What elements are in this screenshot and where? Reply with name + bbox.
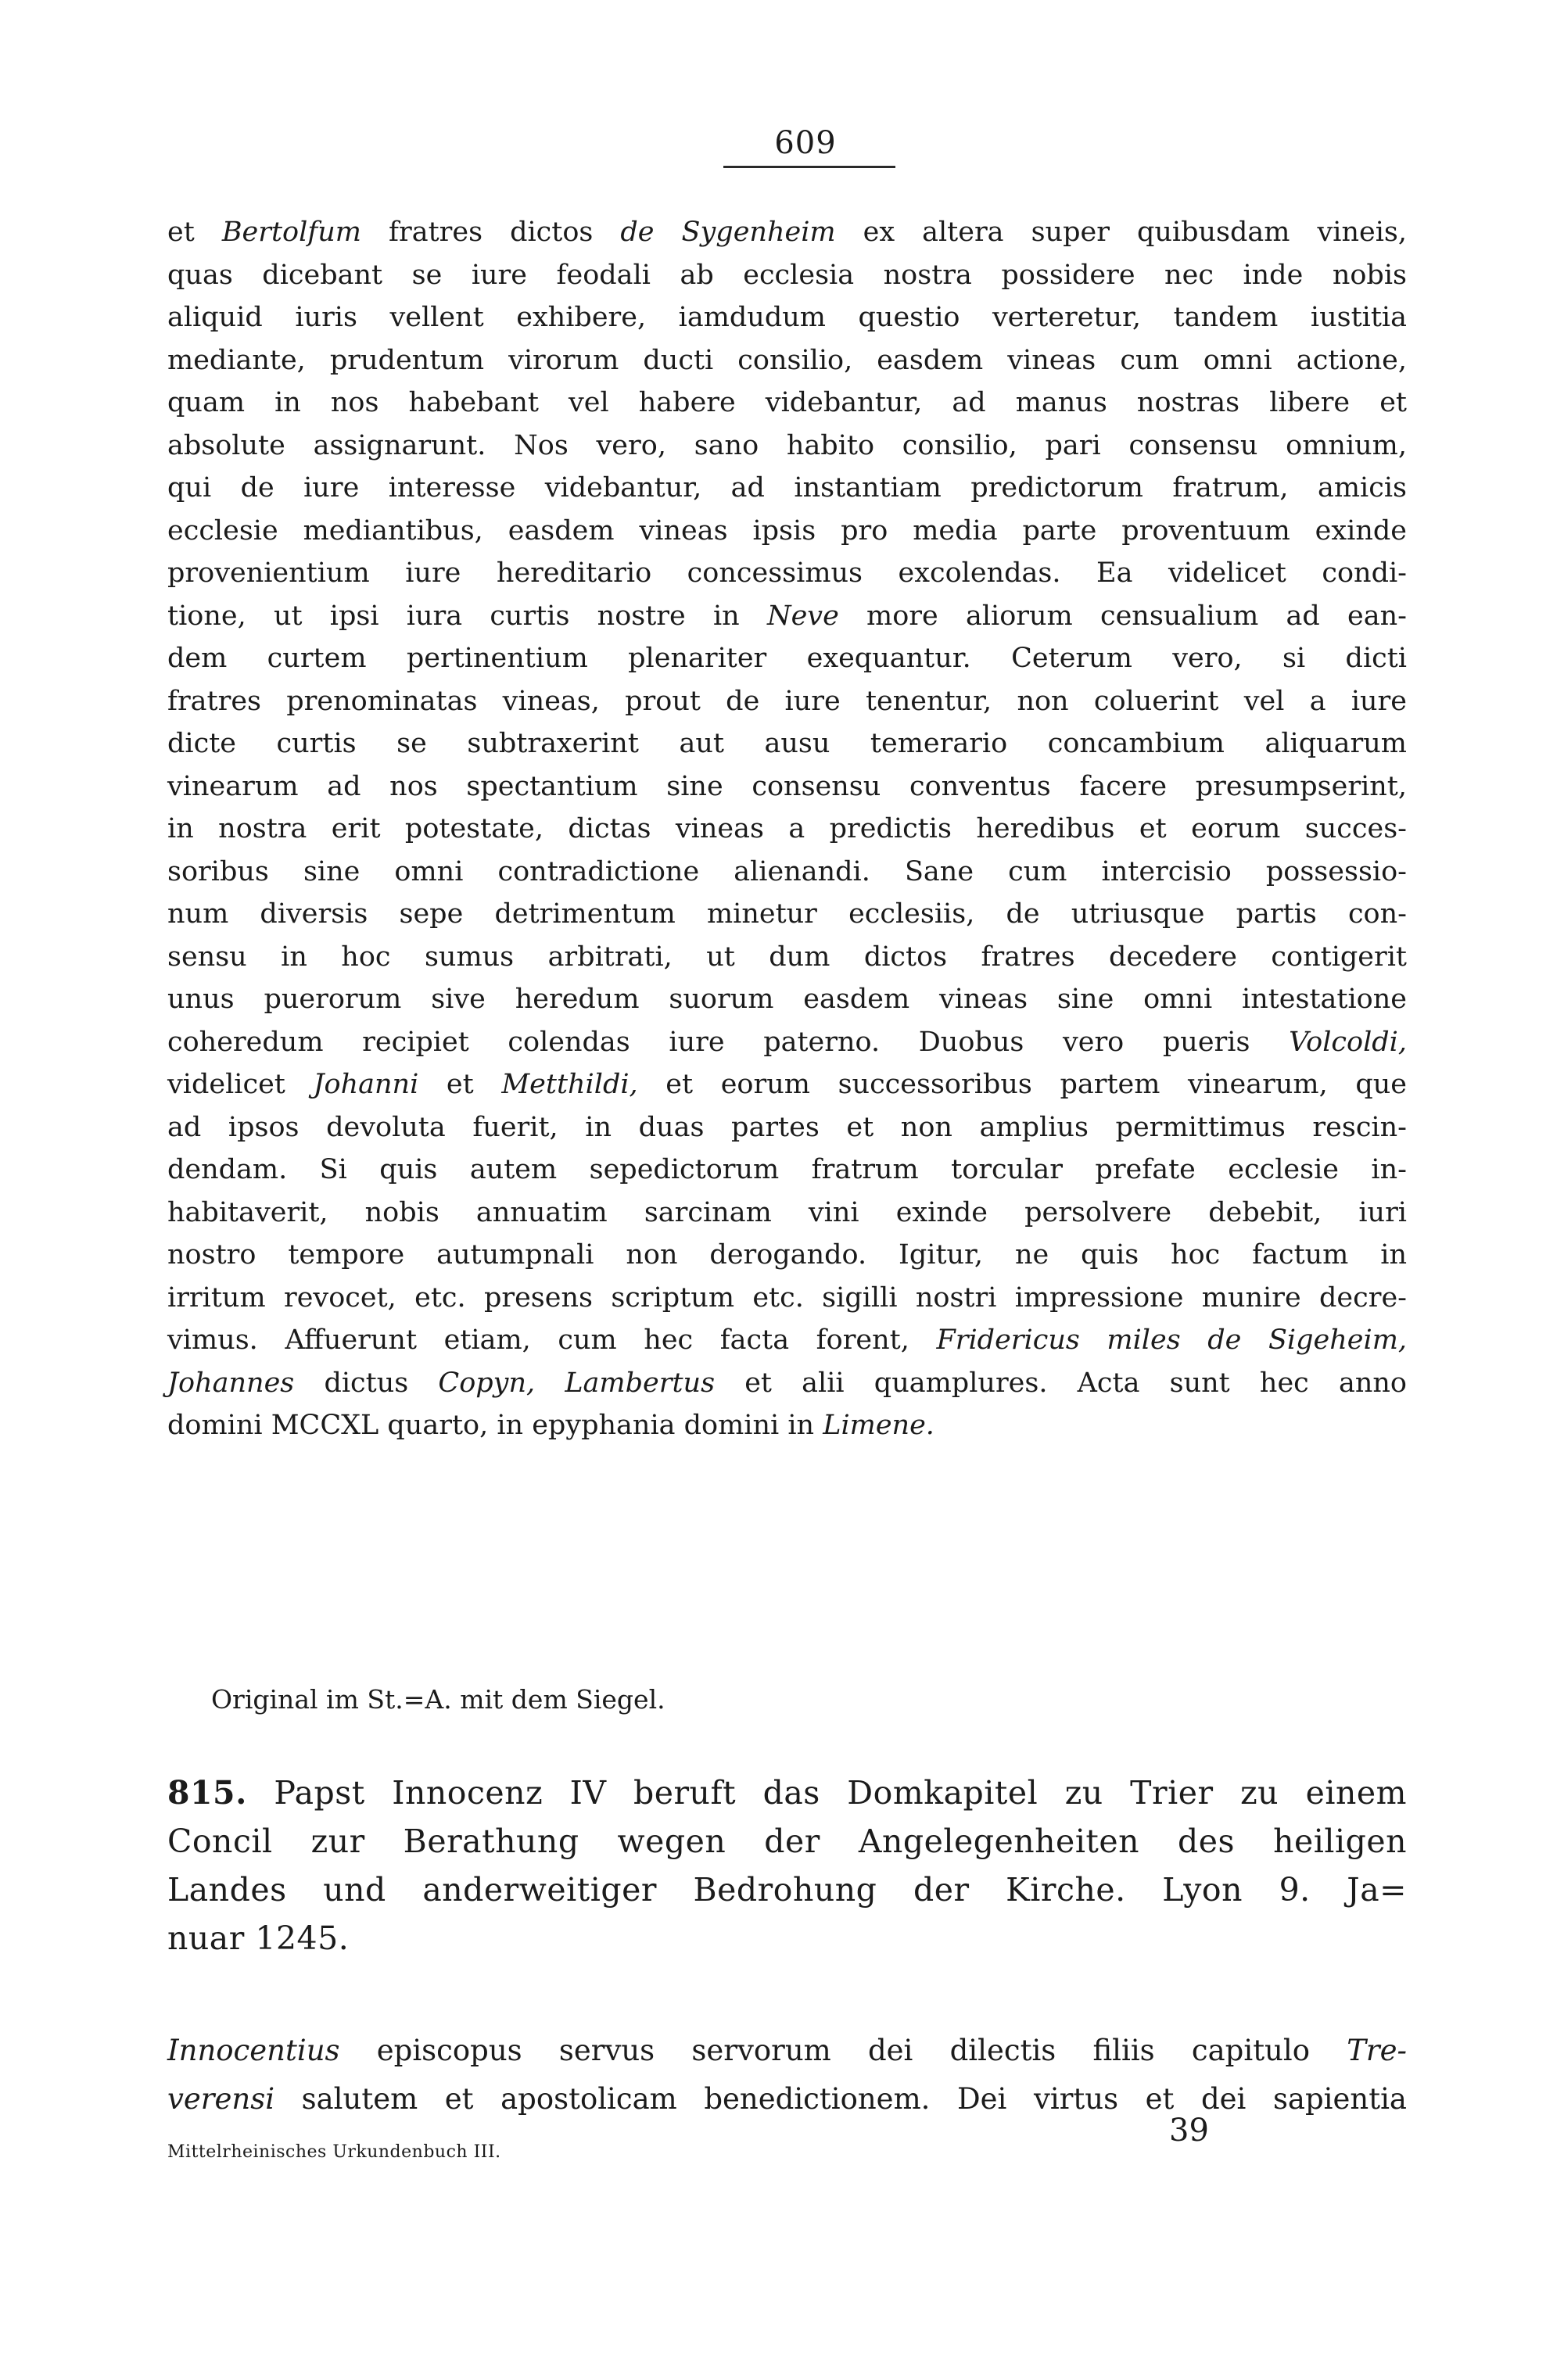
text-line: in nostra erit potestate, dictas vineas a predictis heredibus et eorum succes- (167, 813, 1407, 844)
italic-name: Copyn, (438, 1367, 536, 1399)
text-line: sensu in hoc sumus arbitrati, ut dum dictos fratres decedere contigerit (167, 941, 1407, 973)
text-line: verensi salutem et apostolicam benedictionem. Dei virtus et dei sapientia (167, 2082, 1407, 2116)
entry-heading-line: Landes und anderweitiger Bedrohung der Kirche. Lyon 9. Ja= (167, 1871, 1407, 1909)
italic-name: verensi (167, 2082, 275, 2116)
entry-heading-line (167, 1769, 1407, 1817)
italic-name: Bertolfum (221, 217, 361, 248)
italic-name: Tre- (1347, 2034, 1407, 2067)
entry-number: 815. (167, 1774, 247, 1812)
italic-name: Innocentius (167, 2034, 340, 2067)
italic-name: Limene. (823, 1410, 934, 1441)
text-line: quam in nos habebant vel habere videbantur, ad manus nostras libere et (167, 387, 1407, 418)
text-line: quas dicebant se iure feodali ab ecclesia nostra possidere nec inde nobis (167, 259, 1407, 291)
text-line: qui de iure interesse videbantur, ad instantiam predictorum fratrum, amicis (167, 472, 1407, 504)
text-line: ad ipsos devoluta fuerit, in duas partes et non amplius permittimus rescin- (167, 1111, 1407, 1143)
entry-heading (167, 1769, 1407, 1962)
footer-book-title: Mittelrheinisches Urkundenbuch III. (167, 2142, 501, 2162)
text-line: mediante, prudentum virorum ducti consilio, easdem vineas cum omni actione, (167, 344, 1407, 376)
text-line: dem curtem pertinentium plenariter exequantur. Ceterum vero, si dicti (167, 643, 1407, 674)
footer-signature-mark: 39 (1169, 2113, 1209, 2149)
entry-heading-line: nuar 1245. (167, 1919, 350, 1957)
text-line: habitaverit, nobis annuatim sarcinam vini exinde persolvere debebit, iuri (167, 1196, 1407, 1228)
italic-name: Volcoldi, (1289, 1026, 1407, 1058)
source-note: Original im St.=A. mit dem Siegel. (211, 1684, 665, 1715)
page-number: 609 (774, 125, 837, 161)
text-line: num diversis sepe detrimentum minetur ecclesiis, de utriusque partis con- (167, 898, 1407, 930)
text-line: domini MCCXL quarto, in epyphania domini in Limene. (167, 1410, 934, 1441)
italic-name: Johanni (313, 1069, 419, 1100)
text-line: ecclesie mediantibus, easdem vineas ipsis pro media parte proventuum exinde (167, 514, 1407, 547)
text-line: dendam. Si quis autem sepedictorum fratrum torcular prefate ecclesie in- (167, 1154, 1407, 1185)
text-line: coheredum recipiet colendas iure paterno. Duobus vero pueris Volcoldi, (167, 1026, 1407, 1058)
text-line: tione, ut ipsi iura curtis nostre in Neve more aliorum censualium ad ean- (167, 600, 1407, 632)
text-line: videlicet Johanni et Metthildi, et eorum successoribus partem vinearum, que (167, 1069, 1408, 1100)
text-line: soribus sine omni contradictione alienandi. Sane cum intercisio possessio- (167, 855, 1407, 887)
italic-name: Lambertus (565, 1367, 716, 1399)
text-line: provenientium iure hereditario concessimus excolendas. Ea videlicet condi- (167, 557, 1407, 589)
main-text-block (167, 211, 1407, 1447)
text-line: irritum revocet, etc. presens scriptum etc. sigilli nostri impressione munire decre- (167, 1281, 1407, 1314)
entry-heading-text: Papst Innocenz IV beruft das Domkapitel zu Trier zu einem (246, 1774, 1407, 1812)
text-line: unus puerorum sive heredum suorum easdem vineas sine omni intestatione (167, 984, 1407, 1015)
text-line: vinearum ad nos spectantium sine consensu conventus facere presumpserint, (167, 770, 1407, 802)
text-line: nostro tempore autumpnali non derogando. Igitur, ne quis hoc factum in (167, 1239, 1407, 1271)
text-line: aliquid iuris vellent exhibere, iamdudum questio verteretur, tandem iustitia (167, 302, 1407, 333)
italic-name: Neve (766, 600, 839, 632)
text-line: Johannes dictus Copyn, Lambertus et alii quamplures. Acta sunt hec anno (167, 1367, 1407, 1399)
italic-name: Fridericus miles de Sigeheim, (936, 1324, 1408, 1356)
text-line: absolute assignarunt. Nos vero, sano habito consilio, pari consensu omnium, (167, 429, 1407, 461)
text-line: vimus. Affuerunt etiam, cum hec facta forent, Fridericus miles de Sigeheim, (167, 1324, 1408, 1356)
entry-body-text (167, 2027, 1407, 2124)
text-line: et Bertolfum fratres dictos de Sygenheim ex altera super quibusdam vineis, (167, 217, 1407, 248)
text-line: fratres prenominatas vineas, prout de iure tenentur, non coluerint vel a iure (167, 685, 1407, 717)
text-line: Innocentius episcopus servus servorum dei dilectis filiis capitulo Tre- (167, 2034, 1407, 2067)
italic-name: Metthildi, (501, 1069, 638, 1100)
entry-heading-line: Concil zur Berathung wegen der Angelegenheiten des heiligen (167, 1823, 1407, 1860)
italic-name: de Sygenheim (620, 217, 836, 248)
italic-name: Johannes (167, 1367, 295, 1399)
page-number-rule (723, 166, 895, 168)
text-line: dicte curtis se subtraxerint aut ausu temerario concambium aliquarum (167, 728, 1407, 759)
